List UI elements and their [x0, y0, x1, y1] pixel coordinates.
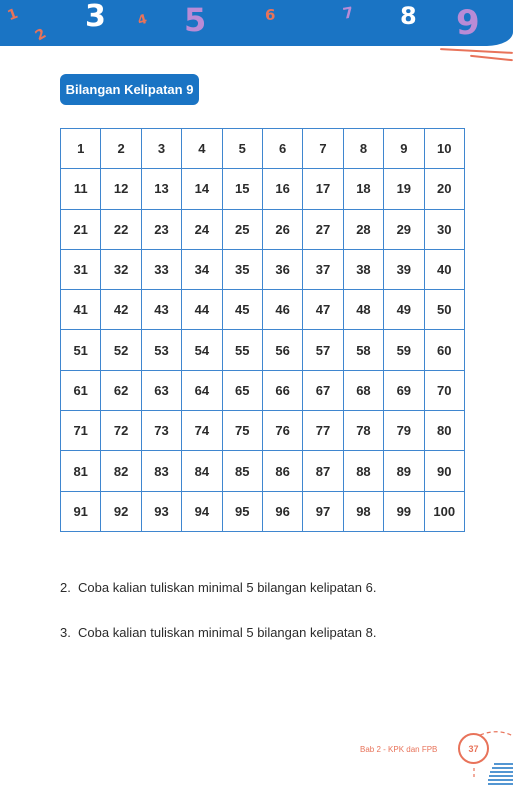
grid-cell: 99 — [384, 491, 424, 531]
header-digit: 4 — [136, 12, 149, 29]
grid-cell: 58 — [343, 330, 383, 370]
grid-cell: 77 — [303, 411, 343, 451]
grid-cell: 2 — [101, 129, 141, 169]
grid-cell: 24 — [182, 209, 222, 249]
grid-cell: 88 — [343, 451, 383, 491]
grid-cell: 35 — [222, 249, 262, 289]
grid-cell: 48 — [343, 290, 383, 330]
grid-cell: 81 — [61, 451, 101, 491]
number-grid — [60, 128, 465, 532]
grid-cell: 4 — [182, 129, 222, 169]
grid-cell: 44 — [182, 290, 222, 330]
grid-cell: 43 — [141, 290, 181, 330]
grid-cell: 12 — [101, 169, 141, 209]
grid-cell: 62 — [101, 370, 141, 410]
grid-row — [61, 411, 465, 451]
grid-cell: 87 — [303, 451, 343, 491]
grid-cell: 97 — [303, 491, 343, 531]
grid-cell: 1 — [61, 129, 101, 169]
grid-cell: 39 — [384, 249, 424, 289]
grid-cell: 57 — [303, 330, 343, 370]
grid-cell: 78 — [343, 411, 383, 451]
section-title: Bilangan Kelipatan 9 — [65, 82, 194, 97]
question-number: 2. — [60, 580, 71, 595]
grid-cell: 46 — [262, 290, 302, 330]
grid-cell: 90 — [424, 451, 464, 491]
grid-cell: 49 — [384, 290, 424, 330]
grid-cell: 20 — [424, 169, 464, 209]
grid-cell: 7 — [303, 129, 343, 169]
grid-cell: 36 — [262, 249, 302, 289]
grid-cell: 56 — [262, 330, 302, 370]
grid-cell: 73 — [141, 411, 181, 451]
grid-cell: 54 — [182, 330, 222, 370]
grid-cell: 59 — [384, 330, 424, 370]
grid-cell: 63 — [141, 370, 181, 410]
grid-row — [61, 330, 465, 370]
grid-cell: 86 — [262, 451, 302, 491]
grid-cell: 51 — [61, 330, 101, 370]
grid-cell: 9 — [384, 129, 424, 169]
header-digit: 1 — [5, 5, 21, 25]
page-number-badge — [458, 733, 489, 764]
grid-cell: 37 — [303, 249, 343, 289]
grid-cell: 74 — [182, 411, 222, 451]
grid-cell: 72 — [101, 411, 141, 451]
grid-cell: 53 — [141, 330, 181, 370]
grid-cell: 17 — [303, 169, 343, 209]
grid-cell: 41 — [61, 290, 101, 330]
grid-cell: 76 — [262, 411, 302, 451]
chapter-label: Bab 2 - KPK dan FPB — [360, 745, 438, 754]
grid-cell: 55 — [222, 330, 262, 370]
grid-cell: 69 — [384, 370, 424, 410]
grid-row — [61, 169, 465, 209]
question-item — [60, 580, 376, 595]
header-digit: 9 — [456, 3, 480, 43]
grid-cell: 28 — [343, 209, 383, 249]
grid-cell: 98 — [343, 491, 383, 531]
question-text: Coba kalian tuliskan minimal 5 bilangan kelipatan 6. — [78, 580, 377, 595]
grid-row — [61, 249, 465, 289]
grid-row — [61, 451, 465, 491]
header-band — [0, 0, 513, 46]
grid-cell: 79 — [384, 411, 424, 451]
header-accent-line — [440, 48, 513, 53]
header-digit: 2 — [32, 25, 50, 45]
grid-cell: 21 — [61, 209, 101, 249]
grid-cell: 30 — [424, 209, 464, 249]
grid-cell: 15 — [222, 169, 262, 209]
grid-cell: 52 — [101, 330, 141, 370]
grid-cell: 45 — [222, 290, 262, 330]
grid-cell: 65 — [222, 370, 262, 410]
grid-cell: 64 — [182, 370, 222, 410]
grid-cell: 5 — [222, 129, 262, 169]
grid-cell: 47 — [303, 290, 343, 330]
header-digit: 6 — [265, 6, 276, 24]
question-number: 3. — [60, 625, 71, 640]
grid-cell: 33 — [141, 249, 181, 289]
grid-cell: 67 — [303, 370, 343, 410]
grid-cell: 50 — [424, 290, 464, 330]
grid-cell: 42 — [101, 290, 141, 330]
grid-cell: 80 — [424, 411, 464, 451]
grid-cell: 71 — [61, 411, 101, 451]
grid-cell: 6 — [262, 129, 302, 169]
grid-cell: 23 — [141, 209, 181, 249]
grid-cell: 82 — [101, 451, 141, 491]
header-digit: 8 — [400, 2, 417, 30]
page-number: 37 — [468, 743, 479, 754]
grid-cell: 38 — [343, 249, 383, 289]
grid-row — [61, 491, 465, 531]
grid-cell: 60 — [424, 330, 464, 370]
grid-row — [61, 129, 465, 169]
grid-cell: 13 — [141, 169, 181, 209]
grid-cell: 25 — [222, 209, 262, 249]
grid-cell: 31 — [61, 249, 101, 289]
grid-cell: 11 — [61, 169, 101, 209]
grid-cell: 10 — [424, 129, 464, 169]
grid-cell: 26 — [262, 209, 302, 249]
grid-cell: 96 — [262, 491, 302, 531]
grid-cell: 95 — [222, 491, 262, 531]
grid-cell: 3 — [141, 129, 181, 169]
grid-cell: 100 — [424, 491, 464, 531]
grid-cell: 8 — [343, 129, 383, 169]
grid-cell: 29 — [384, 209, 424, 249]
grid-cell: 16 — [262, 169, 302, 209]
grid-cell: 22 — [101, 209, 141, 249]
grid-cell: 91 — [61, 491, 101, 531]
grid-cell: 92 — [101, 491, 141, 531]
grid-cell: 18 — [343, 169, 383, 209]
grid-cell: 89 — [384, 451, 424, 491]
grid-cell: 19 — [384, 169, 424, 209]
grid-cell: 84 — [182, 451, 222, 491]
question-item — [60, 625, 376, 640]
grid-row — [61, 370, 465, 410]
header-accent-line — [470, 55, 513, 61]
section-title-badge — [60, 74, 199, 105]
header-digit: 7 — [341, 3, 355, 23]
grid-cell: 75 — [222, 411, 262, 451]
header-digit: 3 — [85, 0, 106, 34]
grid-cell: 40 — [424, 249, 464, 289]
grid-cell: 32 — [101, 249, 141, 289]
grid-cell: 68 — [343, 370, 383, 410]
grid-cell: 70 — [424, 370, 464, 410]
grid-cell: 94 — [182, 491, 222, 531]
header-digit: 5 — [184, 1, 207, 39]
grid-cell: 34 — [182, 249, 222, 289]
grid-cell: 14 — [182, 169, 222, 209]
grid-cell: 83 — [141, 451, 181, 491]
question-text: Coba kalian tuliskan minimal 5 bilangan kelipatan 8. — [78, 625, 377, 640]
grid-row — [61, 290, 465, 330]
grid-cell: 27 — [303, 209, 343, 249]
grid-cell: 66 — [262, 370, 302, 410]
grid-cell: 61 — [61, 370, 101, 410]
grid-cell: 93 — [141, 491, 181, 531]
grid-row — [61, 209, 465, 249]
grid-cell: 85 — [222, 451, 262, 491]
